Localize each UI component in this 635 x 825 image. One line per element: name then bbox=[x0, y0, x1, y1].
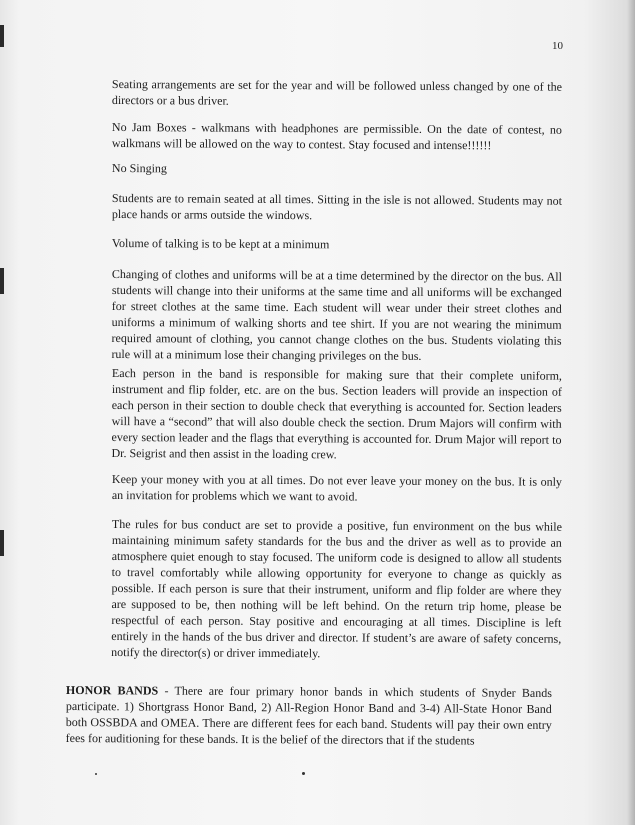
scan-speck bbox=[302, 772, 305, 775]
rule-no-singing: No Singing bbox=[111, 160, 168, 176]
rule-remain-seated: Students are to remain seated at all times. Sitting in the isle is not allowed. Students may not place hands or arms outside the windows. bbox=[111, 190, 562, 223]
scan-speck bbox=[95, 773, 97, 775]
rule-summary: The rules for bus conduct are set to provide a positive, fun environment on the bus while maintaining minimum safety standards for the bus and the driver as well as to provide an atmosphere quiet enough to stay focused. The uniform code is designed to allow all students to travel comfortably while allowing opportunity for everyone to change as quickly as possible. If each person is sure that their instrument, uniform and flip folder are where they are supposed to be, then nothing will be left behind. On the return trip home, please be respectful of each person. Stay positive and encouraging at all times. Discipline is left entirely in the hands of the bus driver and director. If student’s are aware of safety concerns, notify the director(s) or driver immediately. bbox=[111, 517, 562, 661]
binder-mark bbox=[0, 25, 4, 47]
rule-seating: Seating arrangements are set for the year and will be followed unless changed by one of the directors or a bus driver. bbox=[111, 76, 562, 108]
page-edge-shadow bbox=[627, 0, 635, 825]
rule-responsibility: Each person in the band is responsible for making sure that their complete uniform, instrument and flip folder, etc. are on the bus. Section leaders will provide an inspection of each person in their section to double check that everything is accounted for. Section leaders will have a “second” that will also double check the section. Drum Majors will confirm with every section leader and the flags that everything is accounted for. Drum Major will report to Dr. Seigrist and then assist in the loading crew. bbox=[111, 365, 562, 462]
honor-bands-heading: HONOR BANDS bbox=[65, 683, 159, 698]
page-number: 10 bbox=[552, 40, 563, 52]
binder-mark bbox=[0, 530, 4, 556]
rule-changing-clothes: Changing of clothes and uniforms will be at a time determined by the director on the bus. All students will change into their uniforms at the same time and all uniforms will be exchanged for street clothes at the same time. Each student will wear under their street clothes and uniforms a minimum of walking shorts and tee shirt. If you are not wearing the minimum required amount of clothing, you cannot change clothes on the bus. Students violating this rule will at a minimum lose their changing privileges on the bus. bbox=[111, 266, 562, 363]
rule-jam-boxes: No Jam Boxes - walkmans with headphones are permissible. On the date of contest, no walkmans will be allowed on the way to contest. Stay focused and intense!!!!!! bbox=[111, 119, 562, 153]
rule-money: Keep your money with you at all times. Do not ever leave your money on the bus. It is only an invitation for problems which we want to avoid. bbox=[111, 471, 562, 504]
honor-bands-text: - There are four primary honor bands in which students of Snyder Bands participate. 1) Shortgrass Honor Band, 2) All-Region Honor Band and 3-4) All-State Honor Band both OSSBDA and OMEA. There are different fees for each band. Students will pay their own entry fees for auditioning for these bands. It is the belief of the directors that if the students bbox=[65, 683, 552, 748]
rule-volume: Volume of talking is to be kept at a minimum bbox=[111, 235, 330, 252]
binder-mark bbox=[0, 268, 4, 294]
honor-bands-paragraph bbox=[66, 682, 552, 749]
